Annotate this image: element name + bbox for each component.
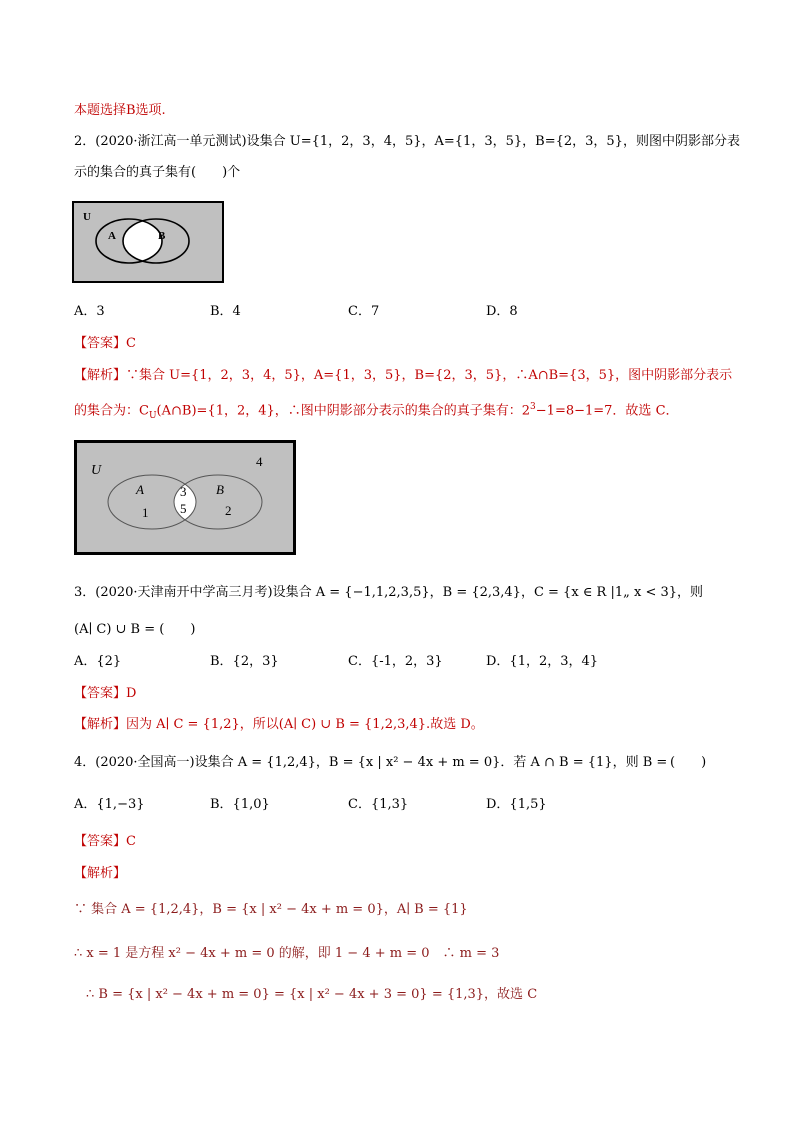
q3-stem-line1: 3．(2020·天津南开中学高三月考)设集合 A = {−1,1,2,3,5}，B = {2,3,4}，C = {x ∈ R |1„ x < 3}，则 bbox=[74, 585, 704, 600]
q4-stem-line1: 4．(2020·全国高一)设集合 A = {1,2,4}，B = {x | x² − 4x + m = 0}．若 A ∩ B = {1}，则 B = bbox=[74, 755, 668, 770]
q3-analysis bbox=[74, 717, 484, 733]
q2-analysis-text2b: (A∩B)={1，2，4}，∴图中阴影部分表示的集合的真子集有：2 bbox=[156, 403, 531, 419]
q4-analysis-step3: ∴ B = {x | x² − 4x + m = 0} = {x | x² − 4x + 3 = 0} = {1,3}，故选 C bbox=[86, 987, 538, 1002]
q3-stem-line2: (A∣ C) ∪ B = ( ) bbox=[74, 622, 196, 637]
q2-analysis-line1 bbox=[74, 368, 732, 384]
q3-answer bbox=[74, 686, 136, 702]
q2-venn-label-a: A bbox=[108, 230, 116, 242]
q2-venn2-number-1: 1 bbox=[142, 505, 149, 520]
q3-option-b: B．{2，3} bbox=[210, 654, 279, 669]
q2-venn2-number-4: 4 bbox=[256, 454, 263, 469]
q2-venn2-label-b: B bbox=[216, 482, 224, 497]
q4-option-c: C．{1,3} bbox=[348, 797, 409, 812]
q2-venn2-label-a: A bbox=[136, 482, 144, 497]
q4-option-d: D．{1,5} bbox=[486, 797, 547, 812]
q2-analysis-text1: ∵集合 U={1，2，3，4，5}，A={1，3，5}，B={2，3，5}，∴A∩B={3，5}，图中阴影部分表示 bbox=[126, 368, 733, 383]
q2-option-c: C．7 bbox=[348, 304, 380, 319]
q2-analysis-superscript: 3 bbox=[530, 402, 536, 412]
intro-line: 本题选择B选项. bbox=[74, 103, 166, 118]
q4-analysis-label: 【解析】 bbox=[74, 866, 127, 881]
q2-venn-diagram-2 bbox=[74, 440, 296, 555]
q2-venn-diagram bbox=[72, 201, 224, 283]
q2-answer bbox=[74, 336, 136, 352]
q2-venn-label-b: B bbox=[158, 230, 166, 242]
q2-analysis-subscript: U bbox=[148, 410, 157, 421]
q2-analysis-text2a: 的集合为：C bbox=[74, 403, 149, 419]
q4-answer-value: C bbox=[126, 834, 136, 849]
q2-analysis-line2 bbox=[74, 399, 679, 424]
q2-answer-label: 【答案】 bbox=[74, 336, 127, 351]
q3-option-d: D．{1，2，3，4} bbox=[486, 654, 599, 669]
q4-stem-paren: ( ) bbox=[670, 755, 707, 770]
q2-stem-line2: 示的集合的真子集有( )个 bbox=[74, 165, 241, 180]
q4-answer bbox=[74, 834, 136, 850]
q2-venn-label-u: U bbox=[83, 211, 91, 223]
q2-stem-line1: 2．(2020·浙江高一单元测试)设集合 U={1，2，3，4，5}，A={1，3，5}，B={2，3，5}，则图中阴影部分表 bbox=[74, 134, 740, 149]
q3-option-a: A．{2} bbox=[74, 654, 122, 669]
q2-option-b: B．4 bbox=[210, 304, 241, 319]
q4-analysis-step1: ∵ 集合 A = {1,2,4}，B = {x | x² − 4x + m = 0}，A∣ B = {1} bbox=[74, 902, 468, 917]
q4-answer-label: 【答案】 bbox=[74, 834, 127, 849]
q2-venn2-number-2: 2 bbox=[225, 503, 232, 518]
q2-venn2-number-5: 5 bbox=[180, 501, 187, 516]
q2-analysis-text2c: −1=8−1=7．故选 C． bbox=[535, 403, 679, 419]
q3-option-c: C．{-1，2，3} bbox=[348, 654, 443, 669]
q4-option-b: B．{1,0} bbox=[210, 797, 270, 812]
q2-venn2-label-u: U bbox=[91, 463, 102, 478]
q3-answer-value: D bbox=[126, 686, 137, 701]
q4-option-a: A．{1,−3} bbox=[74, 797, 145, 812]
q4-analysis-step2: ∴ x = 1 是方程 x² − 4x + m = 0 的解，即 1 − 4 + m = 0 ∴ m = 3 bbox=[74, 946, 500, 961]
q2-option-d: D．8 bbox=[486, 304, 518, 319]
q2-analysis-label: 【解析】 bbox=[74, 368, 127, 383]
q2-option-a: A．3 bbox=[74, 304, 105, 319]
q3-analysis-label: 【解析】 bbox=[74, 717, 127, 732]
q2-answer-value: C bbox=[126, 336, 136, 351]
q3-analysis-text: 因为 A∣ C = {1,2}，所以(A∣ C) ∪ B = {1,2,3,4}.故选 D。 bbox=[126, 717, 484, 732]
q2-venn2-number-3: 3 bbox=[180, 484, 187, 499]
q3-answer-label: 【答案】 bbox=[74, 686, 127, 701]
